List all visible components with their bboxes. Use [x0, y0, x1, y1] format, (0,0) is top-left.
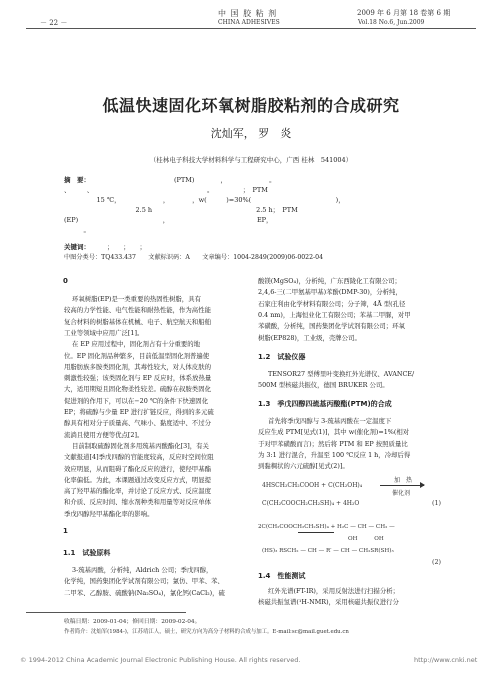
issue-info-en: Vol.18 No.6, Jun.2009 [358, 19, 425, 26]
paragraph-line: 2,4,6-三(二甲氨基甲基)苯酚(DMP-30)，分析纯， [258, 288, 402, 297]
paragraph-line: 环氧树脂(EP)是一类重要的热固性树脂，具有 [72, 295, 201, 303]
subsection-heading: 1.4 性能测试 [258, 572, 306, 580]
paragraph-line: 在 EP 应用过程中，固化剂占有十分重要的地 [72, 340, 201, 349]
paragraph-line: 500M 型核磁共振仪，德国 BRUKER 公司。 [258, 381, 389, 390]
paragraph-line: 复合材料的树脂基体在机械、电子、航空航天和船舶 [64, 317, 211, 326]
paragraph-line: 目前制取硫醇固化剂多用巯基丙酸酯化[3]，有关 [72, 441, 209, 450]
footnote-rule [26, 612, 186, 613]
equation-1-condition-bottom: 催化剂 [392, 490, 411, 497]
paragraph-line: 化率偏低。为此，本课题通过改变反应方式，明显提 [64, 475, 211, 484]
header-rule [26, 28, 476, 29]
abstract-line: 15 ℃， ， ，w( )=30%( )， [64, 196, 345, 204]
issue-info-cn: 2009 年 6 月第 18 卷第 6 期 [357, 9, 451, 17]
abstract-line: 2.5 h 2.5 h； PTM [64, 206, 298, 214]
abstract-line: (EP) ， EP， [64, 216, 273, 224]
paragraph-line: EP；将硫醇与少量 EP 进行扩链反应，得到的多元硫 [64, 408, 214, 416]
subsection-heading: 1.1 试验原料 [63, 549, 111, 557]
keywords-label: 关键词： [64, 243, 90, 251]
classification-info: 中图分类号：TQ433.437 文献标识码：A 文章编号：1004-2849(2009)06-0022-04 [64, 254, 324, 261]
paragraph-line: 和介质、反应时间、缩水剂种类和用量等对反应单体 [64, 498, 211, 507]
abstract-line: 、 、 。 ； PTM [64, 186, 268, 194]
paragraph-line: 高了羟甲基的酯化率，并讨论了反应方式、反应温度 [64, 487, 211, 496]
footnote-received: 收稿日期：2009-01-04；修回日期：2009-02-04。 [64, 619, 201, 625]
equation-2-number: (2) [432, 558, 442, 566]
journal-name-cn: 中 国 胶 粘 剂 [218, 9, 278, 18]
section-heading: 1 [63, 527, 68, 535]
paragraph-line: 首先将季戊四醇与 3-巯基丙酸在一定温度下 [268, 417, 392, 425]
paragraph-line: 为 3:1 进行混合，升温至 100 ℃反应 1 h，冷却后得 [258, 450, 411, 459]
paragraph-line: 用脂肪族多胺类固化剂，其毒性较大，对人体皮肤的 [64, 362, 211, 371]
paragraph-line: 位。EP 固化剂品种繁多，目前低温型固化剂普遍使 [64, 351, 210, 360]
abstract-label: 摘 要： [64, 176, 90, 184]
paragraph-line: 苯磺酸，分析纯，国药集团化学试剂有限公司；环氧 [258, 322, 405, 331]
equation-1-reactants: 4HSCH₂CH₂COOH + C(CH₂OH)₄ [262, 482, 363, 489]
paragraph-line: 促进剂的作用下，可以在−20 ℃的条件下快速固化 [64, 396, 209, 405]
keywords: ； ； ； [94, 243, 146, 251]
paragraph-line: 大，适用期短且固化物柔性较差。硫醇在叔胺类固化 [64, 385, 211, 394]
paragraph-line: 流淌且使用方便等优点[2]。 [64, 430, 144, 439]
paragraph-line: 3-巯基丙酸，分析纯，Aldrich 公司；季戊四醇， [72, 566, 213, 574]
left-column [64, 276, 244, 606]
paragraph-line: 反应生成 PTM[见式(1)]，其中 w(催化剂)=1%(相对 [258, 428, 410, 437]
paragraph-line: 工业等领域中应用广泛[1]。 [64, 328, 144, 337]
subsection-heading: 1.2 试验仪器 [258, 353, 306, 361]
copyright-text: © 1994-2012 China Academic Journal Electronic Publishing House. All rights reserved. [20, 656, 301, 664]
equation-1-number: (1) [432, 499, 442, 507]
subsection-heading: 1.3 季戊四醇四巯基丙酸酯(PTM)的合成 [258, 400, 392, 408]
equation-2-product: (HS)₃ RSCH₂ — CH — R′ — CH — CH₂SR(SH)₃ [262, 548, 394, 554]
cnki-url[interactable]: http://www.cnki.net [414, 656, 478, 664]
paragraph-line: 化学纯，国药集团化学试剂有限公司；氯仿、甲苯、苯、 [64, 577, 224, 586]
paragraph-line: 石家庄利由化学材料有限公司；分子筛，4Å 型(孔径 [258, 299, 406, 308]
paragraph-line: 树脂(EP828)，工业级，壳牌公司。 [258, 333, 361, 342]
journal-name-en: CHINA ADHESIVES [218, 19, 280, 26]
article-title: 低温快速固化环氧树脂胶粘剂的合成研究 [102, 96, 400, 115]
paragraph-line: 于对甲苯磺酸而言)；然后将 PTM 和 EP 按照质量比 [258, 439, 408, 448]
paragraph-line: 刺激性较强；该类固化剂与 EP 反应时，体系放热量 [64, 374, 212, 383]
paragraph-line: TENSOR27 型傅里叶变换红外光谱仪、AVANCE/ [268, 370, 415, 378]
equation-1-condition-top: 加 热 [394, 477, 413, 484]
copyright-notice [20, 656, 300, 664]
equation-2-reactants: 2C(CH₂COOCH₂CH₂SH)₄ + H₂C — CH — CH₂ — [258, 524, 395, 530]
paragraph-line: 效应明显，从而阻碍了酯化反应的进行，使羟甲基酯 [64, 464, 211, 473]
paragraph-line: 文献报道[4]季戊四醇的官能度较高，反应时空间位阻 [64, 453, 214, 462]
abstract-line: 。 [64, 226, 90, 234]
right-column [258, 276, 444, 606]
abstract-line: (PTM) ， 。 [174, 176, 276, 184]
section-heading: 0 [63, 277, 68, 285]
arrow-head-icon [420, 482, 425, 488]
paragraph-line: 醇具有相对分子质量高、气味小、黏度适中、不过分 [64, 419, 211, 428]
reaction-arrow-icon [380, 485, 424, 486]
equation-2-hydroxyls: OH OH [348, 536, 384, 542]
reaction-arrow-icon [298, 532, 334, 533]
paragraph-line: 核磁共振氢谱(¹H-NMR)，采用核磁共振仪进行分 [258, 598, 399, 607]
abstract [64, 175, 464, 265]
paragraph-line: 季戊四醇羟甲基酯化率的影响。 [64, 509, 154, 518]
article-affiliation: （桂林电子科技大学材料科学与工程研究中心，广西 桂林 541004） [149, 156, 353, 164]
paragraph-line: 0.4 nm)，上海恒业化工有限公司；苯基二甲脲，对甲 [258, 310, 411, 319]
page-number: － 22 － [40, 19, 68, 27]
footnote-author: 作者简介：沈灿军(1984-)，江苏靖江人，硕士，研究方向为高分子材料的合成与加工。E-mail:sc@mail.guet.edu.cn [64, 629, 349, 635]
article-authors: 沈灿军， 罗 炎 [210, 127, 292, 140]
paragraph-line: 二甲苯、乙醇胺、硫酸钠(Na₂SO₄)，氯化钙(CaCl₂)，硫 [64, 588, 225, 597]
equation-1-products: C(CH₂COOCH₂CH₂SH)₄ + 4H₂O [262, 500, 360, 507]
paragraph-line: 到黏稠状的六元硫醇[见式(2)]。 [258, 462, 349, 471]
paragraph-line: 较高的力学性能、电气性能和耐热性能，作为高性能 [64, 306, 211, 315]
paragraph-line: 酸镁(MgSO₄)，分析纯，广东西陇化工有限公司； [258, 277, 401, 285]
paragraph-line: 红外光谱(FT-IR)，采用反射法进行扫描分析； [268, 587, 399, 595]
